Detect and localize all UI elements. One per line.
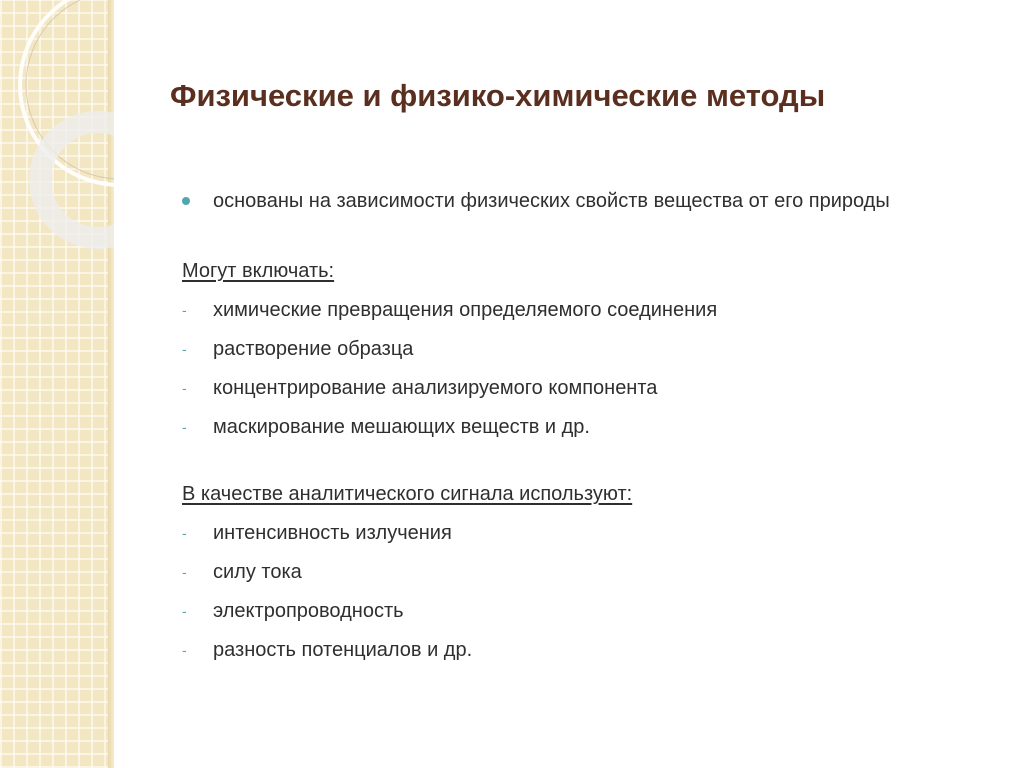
list-item <box>182 635 922 665</box>
section-heading-signal: В качестве аналитического сигнала используют: <box>182 483 633 505</box>
list-item-text: маскирование мешающих веществ и др. <box>213 416 590 438</box>
list-item-text: разность потенциалов и др. <box>213 639 473 661</box>
dash-icon: - <box>182 419 187 435</box>
dash-icon: - <box>182 341 187 357</box>
list-item <box>182 373 922 403</box>
list-item-text: силу тока <box>213 561 302 583</box>
decorative-rings <box>0 0 114 768</box>
list-item-text: химические превращения определяемого соединения <box>213 299 718 321</box>
slide-title: Физические и физико-химические методы <box>170 78 826 113</box>
list-item <box>182 518 922 548</box>
list-item-text: концентрирование анализируемого компонента <box>213 377 658 399</box>
dash-icon: - <box>182 603 187 619</box>
bullet-dot-icon <box>182 197 190 205</box>
decorative-side-panel <box>0 0 114 768</box>
signal-list <box>182 518 922 665</box>
list-item-text: растворение образца <box>213 338 414 360</box>
bullet-text: основаны на зависимости физических свойств вещества от его природы <box>213 190 890 212</box>
section-heading-includes: Могут включать: <box>182 260 335 282</box>
dash-icon: - <box>182 525 187 541</box>
dash-icon: - <box>182 380 187 396</box>
bullet-item <box>182 186 922 216</box>
list-item <box>182 596 922 626</box>
list-item <box>182 334 922 364</box>
list-item <box>182 295 922 325</box>
small-ring <box>40 122 114 238</box>
dash-icon: - <box>182 564 187 580</box>
list-item <box>182 557 922 587</box>
list-item-text: интенсивность излучения <box>213 522 452 544</box>
includes-list <box>182 295 922 442</box>
slide-content <box>182 186 922 674</box>
dash-icon: - <box>182 302 187 318</box>
dash-icon: - <box>182 642 187 658</box>
list-item <box>182 412 922 442</box>
list-item-text: электропроводность <box>213 600 404 622</box>
